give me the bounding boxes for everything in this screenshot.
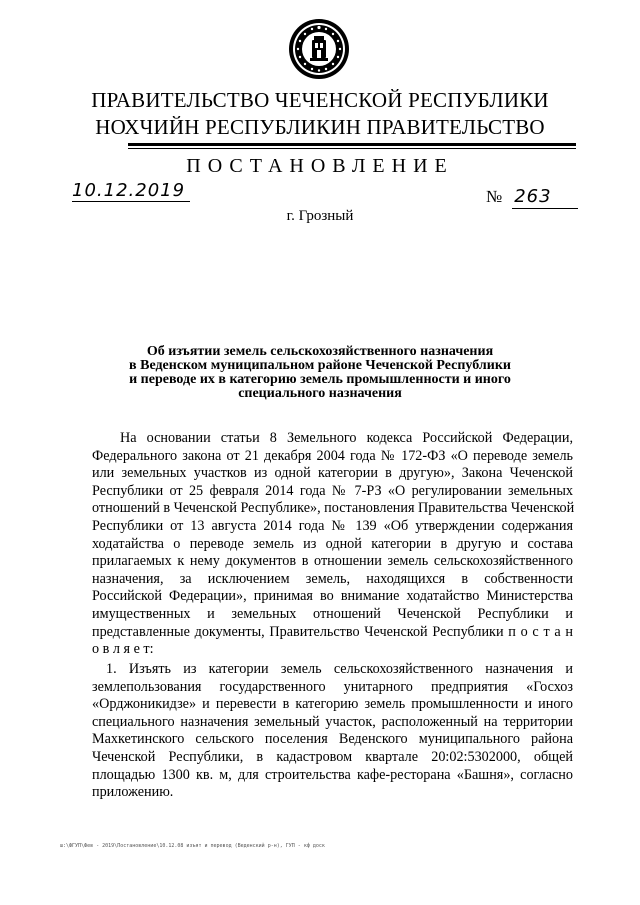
resolution-item-1 xyxy=(92,661,573,802)
date-underline xyxy=(72,201,190,202)
document-date-field xyxy=(72,180,190,202)
body-line: Федерального закона от 21 декабря 2004 года № 172-ФЗ «О переводе земель xyxy=(92,447,573,464)
body-line: Российской Федерации», принимая во внимание ходатайство Министерства xyxy=(92,588,573,605)
header-rule-thin xyxy=(128,148,576,149)
body-line: землепользования государственного унитарного предприятия «Госхоз xyxy=(92,678,573,695)
body-line: Чеченской Республики, в кадастровом квартале 20:02:5302000, общей xyxy=(92,748,573,765)
header-rule-thick xyxy=(128,143,576,146)
body-line: Махкетинского сельского поселения Веденского муниципального района xyxy=(92,731,573,748)
government-title-russian: ПРАВИТЕЛЬСТВО ЧЕЧЕНСКОЙ РЕСПУБЛИКИ xyxy=(91,88,549,112)
document-type: ПОСТАНОВЛЕНИЕ xyxy=(186,155,454,177)
body-line: прилагаемых к нему документов в отношении земель сельскохозяйственного xyxy=(92,553,573,570)
subject-line: Об изъятии земель сельскохозяйственного назначения xyxy=(146,344,494,359)
subject-line: специального назначения xyxy=(238,386,402,401)
body-line: представленные документы, Правительство Чеченской Республики п о с т а н xyxy=(92,623,573,640)
document-number-field xyxy=(486,186,578,207)
subject-line: в Веденском муниципальном районе Чеченской Республики xyxy=(129,358,511,373)
document-number: 263 xyxy=(514,186,552,207)
document-subject xyxy=(90,345,550,401)
subject-line: и переводе их в категорию земель промышленности и иного xyxy=(129,372,511,387)
government-title-chechen: НОХЧИЙН РЕСПУБЛИКИН ПРАВИТЕЛЬСТВО xyxy=(95,115,545,139)
file-path-footer: ш:\ФГУП\Фев - 2019\Постановление\10.12.08 изъят и перевод (Веденский р-н), ГУП - кф доск xyxy=(60,843,325,849)
body-line: 1. Изъять из категории земель сельскохозяйственного назначения и xyxy=(106,661,573,677)
body-line: Республики от 13 августа 2014 года № 139 «Об утверждении содержания xyxy=(92,517,573,534)
document-city: г. Грозный xyxy=(286,208,354,224)
body-line: площадью 1300 кв. м, для строительства кафе-ресторана «Башня», согласно xyxy=(92,766,573,783)
preamble-paragraph xyxy=(92,430,573,659)
body-line: «Орджоникидзе» и перевести в категорию земель промышленности и иного xyxy=(92,696,573,713)
body-line: назначения, за исключением земель, находящихся в собственности xyxy=(92,570,573,587)
body-line: имущественных и земельных отношений Чеченской Республики и xyxy=(92,605,573,622)
body-line: о в л я е т: xyxy=(92,641,154,658)
chechen-republic-emblem-icon xyxy=(288,18,350,80)
document-date: 10.12.2019 xyxy=(72,180,186,201)
body-line: ходатайства о переводе земель из одной категории в другую и состава xyxy=(92,535,573,552)
body-line: отношений в Чеченской Республике», постановления Правительства Чеченской xyxy=(92,500,575,517)
body-line: приложению. xyxy=(92,784,174,801)
number-sign: № xyxy=(486,187,503,206)
body-line: На основании статьи 8 Земельного кодекса Российской Федерации, xyxy=(120,430,573,446)
body-line: Республики от 25 февраля 2014 года № 7-РЗ «О регулировании земельных xyxy=(92,482,573,499)
body-line: или земельных участков из одной категории в другую», Закона Чеченской xyxy=(92,465,573,482)
body-line: специального назначения земельный участок, расположенный на территории xyxy=(92,713,573,730)
